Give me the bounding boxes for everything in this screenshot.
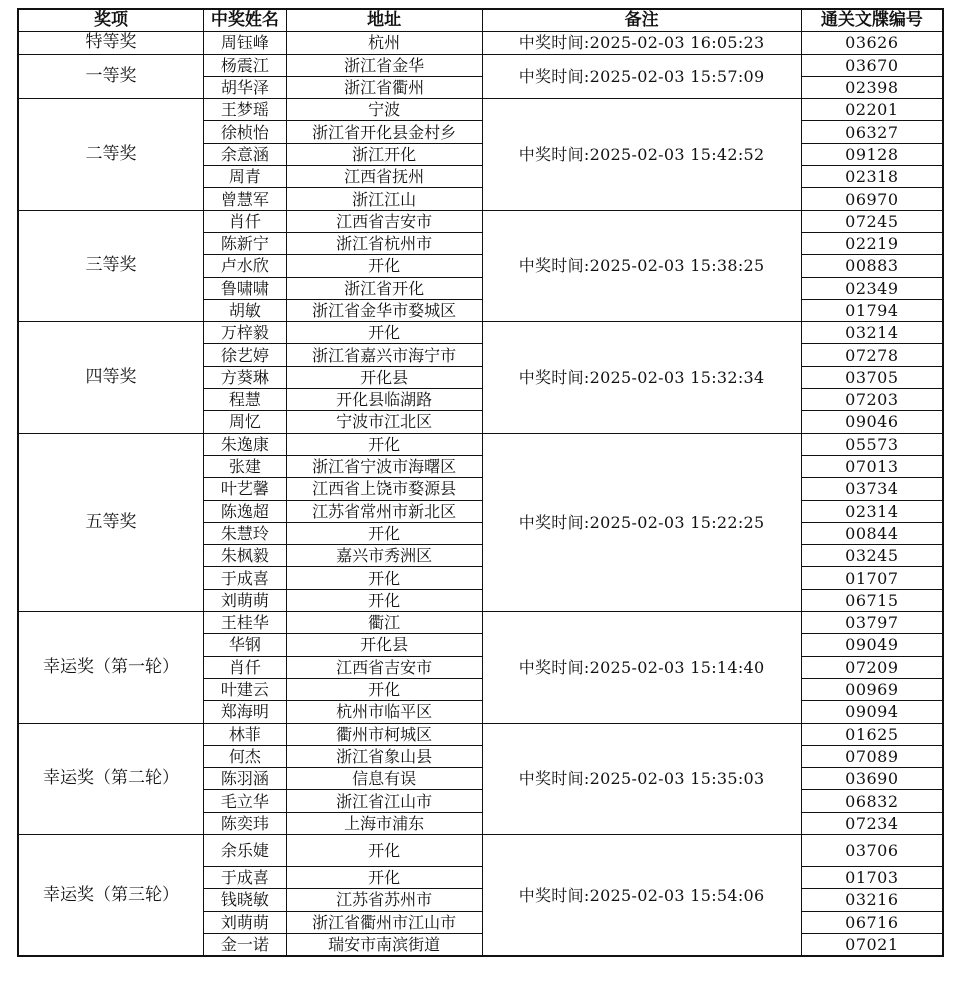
award-cell: 五等奖 (18, 433, 204, 611)
winner-name-cell: 胡华泽 (204, 76, 287, 98)
address-cell: 开化 (286, 834, 482, 866)
pass-code-cell: 03797 (801, 612, 943, 634)
winner-name-cell: 刘萌萌 (204, 911, 287, 933)
note-cell: 中奖时间:2025-02-03 16:05:23 (482, 32, 801, 54)
address-cell: 开化 (286, 678, 482, 700)
pass-code-cell: 02201 (801, 99, 943, 121)
pass-code-cell: 03705 (801, 366, 943, 388)
pass-code-cell: 09046 (801, 411, 943, 433)
address-cell: 衢江 (286, 612, 482, 634)
prize-list-page (17, 8, 944, 957)
address-cell: 江苏省常州市新北区 (286, 500, 482, 522)
note-cell: 中奖时间:2025-02-03 15:32:34 (482, 322, 801, 433)
address-cell: 浙江省嘉兴市海宁市 (286, 344, 482, 366)
address-cell: 嘉兴市秀洲区 (286, 545, 482, 567)
winner-name-cell: 于成喜 (204, 567, 287, 589)
table-row (18, 99, 943, 121)
header-pass-code: 通关文牒编号 (801, 9, 943, 32)
table-row (18, 723, 943, 745)
pass-code-cell: 02318 (801, 166, 943, 188)
winner-name-cell: 余意涵 (204, 143, 287, 165)
winner-name-cell: 王桂华 (204, 612, 287, 634)
winner-name-cell: 方葵琳 (204, 366, 287, 388)
pass-code-cell: 07089 (801, 745, 943, 767)
address-cell: 开化 (286, 522, 482, 544)
address-cell: 浙江省开化 (286, 277, 482, 299)
prize-winners-table (17, 8, 944, 957)
award-cell: 三等奖 (18, 210, 204, 321)
pass-code-cell: 03214 (801, 322, 943, 344)
table-row (18, 834, 943, 866)
address-cell: 宁波 (286, 99, 482, 121)
address-cell: 杭州 (286, 32, 482, 54)
address-cell: 瑞安市南滨街道 (286, 933, 482, 956)
address-cell: 浙江省江山市 (286, 790, 482, 812)
pass-code-cell: 03245 (801, 545, 943, 567)
pass-code-cell: 01703 (801, 866, 943, 888)
address-cell: 浙江省衢州市江山市 (286, 911, 482, 933)
address-cell: 开化 (286, 567, 482, 589)
pass-code-cell: 06832 (801, 790, 943, 812)
table-row (18, 612, 943, 634)
address-cell: 浙江开化 (286, 143, 482, 165)
address-cell: 浙江省金华市婺城区 (286, 299, 482, 321)
pass-code-cell: 00969 (801, 678, 943, 700)
address-cell: 江西省上饶市婺源县 (286, 478, 482, 500)
winner-name-cell: 郑海明 (204, 701, 287, 723)
winner-name-cell: 王梦瑶 (204, 99, 287, 121)
table-row (18, 322, 943, 344)
winner-name-cell: 朱逸康 (204, 433, 287, 455)
note-cell: 中奖时间:2025-02-03 15:22:25 (482, 433, 801, 611)
table-body (18, 32, 943, 956)
address-cell: 江西省抚州 (286, 166, 482, 188)
address-cell: 开化 (286, 589, 482, 611)
address-cell: 开化 (286, 866, 482, 888)
note-cell: 中奖时间:2025-02-03 15:54:06 (482, 834, 801, 956)
pass-code-cell: 02398 (801, 76, 943, 98)
pass-code-cell: 06716 (801, 911, 943, 933)
winner-name-cell: 杨震江 (204, 54, 287, 76)
pass-code-cell: 09049 (801, 634, 943, 656)
winner-name-cell: 周青 (204, 166, 287, 188)
note-cell: 中奖时间:2025-02-03 15:35:03 (482, 723, 801, 834)
winner-name-cell: 余乐婕 (204, 834, 287, 866)
winner-name-cell: 肖仟 (204, 210, 287, 232)
pass-code-cell: 07245 (801, 210, 943, 232)
pass-code-cell: 03706 (801, 834, 943, 866)
address-cell: 信息有误 (286, 768, 482, 790)
winner-name-cell: 周忆 (204, 411, 287, 433)
winner-name-cell: 何杰 (204, 745, 287, 767)
address-cell: 开化县 (286, 634, 482, 656)
address-cell: 开化 (286, 255, 482, 277)
table-row (18, 32, 943, 54)
table-header (18, 9, 943, 32)
table-row (18, 210, 943, 232)
address-cell: 开化县临湖路 (286, 389, 482, 411)
pass-code-cell: 05573 (801, 433, 943, 455)
address-cell: 开化 (286, 322, 482, 344)
address-cell: 浙江省衢州 (286, 76, 482, 98)
winner-name-cell: 曾慧军 (204, 188, 287, 210)
winner-name-cell: 徐桢怡 (204, 121, 287, 143)
winner-name-cell: 林菲 (204, 723, 287, 745)
winner-name-cell: 陈羽涵 (204, 768, 287, 790)
award-cell: 特等奖 (18, 32, 204, 54)
pass-code-cell: 03734 (801, 478, 943, 500)
pass-code-cell: 00844 (801, 522, 943, 544)
pass-code-cell: 07203 (801, 389, 943, 411)
winner-name-cell: 陈新宁 (204, 232, 287, 254)
award-cell: 幸运奖（第一轮） (18, 612, 204, 723)
address-cell: 江西省吉安市 (286, 656, 482, 678)
pass-code-cell: 01707 (801, 567, 943, 589)
award-cell: 二等奖 (18, 99, 204, 210)
winner-name-cell: 鲁啸啸 (204, 277, 287, 299)
pass-code-cell: 02314 (801, 500, 943, 522)
winner-name-cell: 张建 (204, 455, 287, 477)
pass-code-cell: 09094 (801, 701, 943, 723)
header-note: 备注 (482, 9, 801, 32)
winner-name-cell: 钱晓敏 (204, 889, 287, 911)
header-row (18, 9, 943, 32)
winner-name-cell: 卢水欣 (204, 255, 287, 277)
address-cell: 宁波市江北区 (286, 411, 482, 433)
address-cell: 上海市浦东 (286, 812, 482, 834)
winner-name-cell: 华钢 (204, 634, 287, 656)
address-cell: 浙江省金华 (286, 54, 482, 76)
pass-code-cell: 07278 (801, 344, 943, 366)
pass-code-cell: 03626 (801, 32, 943, 54)
pass-code-cell: 06970 (801, 188, 943, 210)
winner-name-cell: 刘萌萌 (204, 589, 287, 611)
header-address: 地址 (286, 9, 482, 32)
pass-code-cell: 09128 (801, 143, 943, 165)
pass-code-cell: 06715 (801, 589, 943, 611)
pass-code-cell: 01625 (801, 723, 943, 745)
winner-name-cell: 胡敏 (204, 299, 287, 321)
address-cell: 衢州市柯城区 (286, 723, 482, 745)
pass-code-cell: 07209 (801, 656, 943, 678)
award-cell: 一等奖 (18, 54, 204, 99)
address-cell: 浙江省开化县金村乡 (286, 121, 482, 143)
pass-code-cell: 06327 (801, 121, 943, 143)
award-cell: 幸运奖（第二轮） (18, 723, 204, 834)
address-cell: 浙江江山 (286, 188, 482, 210)
pass-code-cell: 03216 (801, 889, 943, 911)
note-cell: 中奖时间:2025-02-03 15:42:52 (482, 99, 801, 210)
table-row (18, 54, 943, 76)
pass-code-cell: 07013 (801, 455, 943, 477)
address-cell: 江苏省苏州市 (286, 889, 482, 911)
winner-name-cell: 叶艺馨 (204, 478, 287, 500)
pass-code-cell: 02219 (801, 232, 943, 254)
winner-name-cell: 万梓毅 (204, 322, 287, 344)
pass-code-cell: 07234 (801, 812, 943, 834)
pass-code-cell: 00883 (801, 255, 943, 277)
award-cell: 四等奖 (18, 322, 204, 433)
address-cell: 开化 (286, 433, 482, 455)
address-cell: 开化县 (286, 366, 482, 388)
address-cell: 浙江省宁波市海曙区 (286, 455, 482, 477)
note-cell: 中奖时间:2025-02-03 15:57:09 (482, 54, 801, 99)
winner-name-cell: 程慧 (204, 389, 287, 411)
award-cell: 幸运奖（第三轮） (18, 834, 204, 956)
winner-name-cell: 叶建云 (204, 678, 287, 700)
winner-name-cell: 于成喜 (204, 866, 287, 888)
winner-name-cell: 徐艺婷 (204, 344, 287, 366)
pass-code-cell: 02349 (801, 277, 943, 299)
pass-code-cell: 03670 (801, 54, 943, 76)
winner-name-cell: 陈逸超 (204, 500, 287, 522)
address-cell: 浙江省杭州市 (286, 232, 482, 254)
winner-name-cell: 周钰峰 (204, 32, 287, 54)
note-cell: 中奖时间:2025-02-03 15:38:25 (482, 210, 801, 321)
table-row (18, 433, 943, 455)
address-cell: 杭州市临平区 (286, 701, 482, 723)
header-award: 奖项 (18, 9, 204, 32)
winner-name-cell: 朱慧玲 (204, 522, 287, 544)
winner-name-cell: 朱枫毅 (204, 545, 287, 567)
note-cell: 中奖时间:2025-02-03 15:14:40 (482, 612, 801, 723)
winner-name-cell: 金一诺 (204, 933, 287, 956)
pass-code-cell: 03690 (801, 768, 943, 790)
winner-name-cell: 毛立华 (204, 790, 287, 812)
address-cell: 浙江省象山县 (286, 745, 482, 767)
winner-name-cell: 陈奕玮 (204, 812, 287, 834)
pass-code-cell: 01794 (801, 299, 943, 321)
pass-code-cell: 07021 (801, 933, 943, 956)
winner-name-cell: 肖仟 (204, 656, 287, 678)
header-winner-name: 中奖姓名 (204, 9, 287, 32)
address-cell: 江西省吉安市 (286, 210, 482, 232)
